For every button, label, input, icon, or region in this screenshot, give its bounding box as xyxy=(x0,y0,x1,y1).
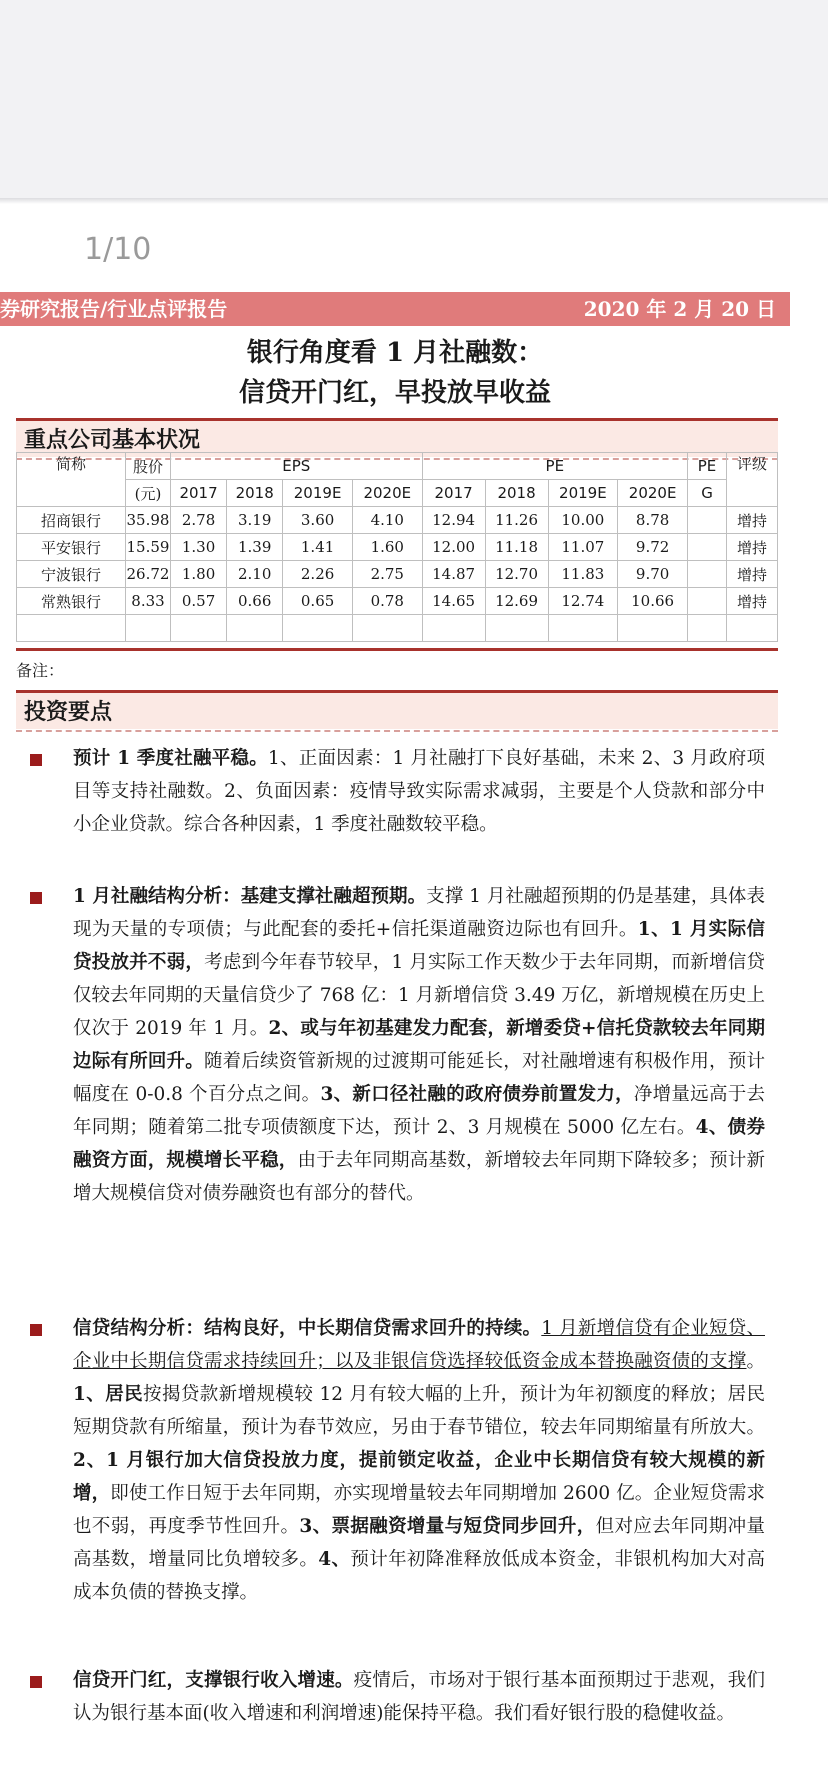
point-2-lead: 1 月社融结构分析：基建支撑社融超预期。 xyxy=(73,886,427,907)
cell: 0.66 xyxy=(227,588,283,615)
page-indicator: 1/10 xyxy=(84,232,152,267)
peg-header-bottom: G xyxy=(688,480,727,507)
cell xyxy=(688,588,727,615)
text: 随着后续资管新规的过渡期可能延长，对社融增速有积极作用，预计幅度在 0-0.8 个百分点之间。 xyxy=(73,1051,765,1105)
year-header: 2018 xyxy=(227,480,283,507)
cell: 0.78 xyxy=(352,588,422,615)
cell: 招商银行 xyxy=(17,507,126,534)
col-rating-header: 评级 xyxy=(727,453,778,507)
cell: 0.57 xyxy=(171,588,227,615)
text: 净增量远高于去年同期；随着第二批专项债额度下达，预计 2、3 月规模在 5000 亿左右。 xyxy=(73,1084,765,1138)
cell xyxy=(688,507,727,534)
cell: 9.70 xyxy=(618,561,688,588)
table-note: 备注： xyxy=(16,661,65,680)
year-header: 2017 xyxy=(422,480,485,507)
text-bold: 4、债券融资方面，规模增长平稳， xyxy=(73,1117,766,1171)
text: 支撑 1 月社融超预期的仍是基建，具体表现为天量的专项债；与此配套的委托+信托渠道融资边际也有回升。 xyxy=(73,886,765,940)
cell: 11.07 xyxy=(548,534,618,561)
eps-group-header: EPS xyxy=(171,453,423,480)
text-bold: 3、票据融资增量与短贷同步回升， xyxy=(299,1516,596,1537)
cell: 14.65 xyxy=(422,588,485,615)
cell: 1.30 xyxy=(171,534,227,561)
text: 考虑到今年春节较早，1 月实际工作天数少于去年同期，而新增信贷仅较去年同期的天量信贷少了 768 亿：1 月新增信贷 3.49 万亿，新增规模在历史上仅次于 2019 年 1 月。 xyxy=(73,952,765,1039)
point-paragraph-3 xyxy=(73,1312,765,1609)
col-price-unit: (元) xyxy=(126,480,171,507)
cell: 10.00 xyxy=(548,507,618,534)
report-title-line1: 银行角度看 1 月社融数： xyxy=(246,338,544,368)
text-underlined: 1 月新增信贷有企业短贷、企业中长期信贷需求持续回升；以及非银信贷选择较低资金成本替换融资债的支撑 xyxy=(73,1318,765,1372)
cell: 14.87 xyxy=(422,561,485,588)
pe-group-header: PE xyxy=(422,453,687,480)
point-1-lead: 预计 1 季度社融平稳。 xyxy=(73,748,269,769)
text: 预计年初降准释放低成本资金，非银机构加大对高成本负债的替换支撑。 xyxy=(73,1549,765,1603)
cell: 1.80 xyxy=(171,561,227,588)
table-row xyxy=(17,588,778,615)
year-header: 2020E xyxy=(352,480,422,507)
companies-heading-text: 重点公司基本状况 xyxy=(24,427,201,453)
col-name-header: 简称 xyxy=(17,453,126,507)
year-header: 2019E xyxy=(283,480,353,507)
cell: 1.39 xyxy=(227,534,283,561)
cell: 增持 xyxy=(727,507,778,534)
report-date: 2020 年 2 月 20 日 xyxy=(583,297,776,321)
text-bold: 3、新口径社融的政府债券前置发力， xyxy=(320,1084,634,1105)
cell: 增持 xyxy=(727,561,778,588)
report-type: 券研究报告/行业点评报告 xyxy=(0,297,228,321)
cell: 常熟银行 xyxy=(17,588,126,615)
cell: 15.59 xyxy=(126,534,171,561)
cell: 2.78 xyxy=(171,507,227,534)
cell: 12.69 xyxy=(485,588,548,615)
text: 。 xyxy=(746,1351,765,1372)
bullet-marker xyxy=(30,754,42,766)
companies-table xyxy=(16,452,778,642)
cell: 26.72 xyxy=(126,561,171,588)
year-header: 2018 xyxy=(485,480,548,507)
cell: 3.60 xyxy=(283,507,353,534)
cell: 增持 xyxy=(727,588,778,615)
point-1-body: 1、正面因素：1 月社融打下良好基础，未来 2、3 月政府项目等支持社融数。2、负面因素：疫情导致实际需求减弱，主要是个人贷款和部分中小企业贷款。综合各种因素，1 季度社融数较平稳。 xyxy=(73,748,765,835)
text: 即使工作日短于去年同期，亦实现增量较去年同期增加 2600 亿。企业短贷需求也不弱，再度季节性回升。 xyxy=(73,1483,765,1537)
year-header: 2020E xyxy=(618,480,688,507)
point-paragraph-4 xyxy=(73,1664,765,1730)
report-header-bar xyxy=(0,292,790,326)
cell: 12.94 xyxy=(422,507,485,534)
text-bold: 1、居民 xyxy=(73,1384,144,1405)
col-price-header: 股价 xyxy=(126,453,171,480)
point-4-body: 疫情后，市场对于银行基本面预期过于悲观，我们认为银行基本面(收入增速和利润增速)能保持平稳。我们看好银行股的稳健收益。 xyxy=(73,1670,765,1724)
cell xyxy=(688,534,727,561)
cell: 1.60 xyxy=(352,534,422,561)
cell: 4.10 xyxy=(352,507,422,534)
cell: 2.10 xyxy=(227,561,283,588)
text: 但对应去年同期冲量高基数，增量同比负增较多。 xyxy=(73,1516,765,1570)
viewer-divider xyxy=(0,198,828,204)
text-bold: 2、或与年初基建发力配套，新增委贷+信托贷款较去年同期边际有所回升。 xyxy=(73,1018,765,1072)
cell: 11.83 xyxy=(548,561,618,588)
cell: 11.18 xyxy=(485,534,548,561)
cell: 35.98 xyxy=(126,507,171,534)
cell: 12.70 xyxy=(485,561,548,588)
text-bold: 4、 xyxy=(318,1549,351,1570)
bullet-marker xyxy=(30,1676,42,1688)
bullet-marker xyxy=(30,892,42,904)
table-row xyxy=(17,561,778,588)
cell: 增持 xyxy=(727,534,778,561)
table-row-empty xyxy=(17,615,778,642)
cell: 8.33 xyxy=(126,588,171,615)
cell: 3.19 xyxy=(227,507,283,534)
text-bold: 2、1 月银行加大信贷投放力度，提前锁定收益，企业中长期信贷有较大规模的新增， xyxy=(73,1450,765,1504)
point-3-lead: 信贷结构分析：结构良好，中长期信贷需求回升的持续。 xyxy=(73,1318,542,1339)
table-row xyxy=(17,507,778,534)
cell: 1.41 xyxy=(283,534,353,561)
cell: 12.74 xyxy=(548,588,618,615)
viewer-top-area xyxy=(0,0,828,202)
cell: 11.26 xyxy=(485,507,548,534)
cell: 平安银行 xyxy=(17,534,126,561)
points-heading-text: 投资要点 xyxy=(24,699,113,725)
peg-header-top: PE xyxy=(688,453,727,480)
cell: 2.26 xyxy=(283,561,353,588)
text: 按揭贷款新增规模较 12 月有较大幅的上升，预计为年初额度的释放；居民短期贷款有所缩量，预计为春节效应，另由于春节错位，较去年同期缩量有所放大。 xyxy=(73,1384,766,1438)
table-bottom-rule xyxy=(16,648,778,651)
points-section-heading xyxy=(16,690,778,729)
point-paragraph-2 xyxy=(73,880,765,1210)
year-header: 2017 xyxy=(171,480,227,507)
cell: 9.72 xyxy=(618,534,688,561)
cell: 0.65 xyxy=(283,588,353,615)
report-title-line2: 信贷开门红，早投放早收益 xyxy=(238,378,551,408)
text-bold: 1、1 月实际信贷投放并不弱， xyxy=(73,919,766,973)
text: 由于去年同期高基数，新增较去年同期下降较多；预计新增大规模信贷对债券融资也有部分的替代。 xyxy=(73,1150,765,1204)
cell: 10.66 xyxy=(618,588,688,615)
point-paragraph-1 xyxy=(73,742,765,841)
bullet-marker xyxy=(30,1324,42,1336)
point-4-lead: 信贷开门红，支撑银行收入增速。 xyxy=(73,1670,354,1691)
table-row xyxy=(17,534,778,561)
year-header: 2019E xyxy=(548,480,618,507)
cell xyxy=(688,561,727,588)
cell: 8.78 xyxy=(618,507,688,534)
cell: 宁波银行 xyxy=(17,561,126,588)
document-page[interactable] xyxy=(0,292,800,1792)
cell: 2.75 xyxy=(352,561,422,588)
cell: 12.00 xyxy=(422,534,485,561)
